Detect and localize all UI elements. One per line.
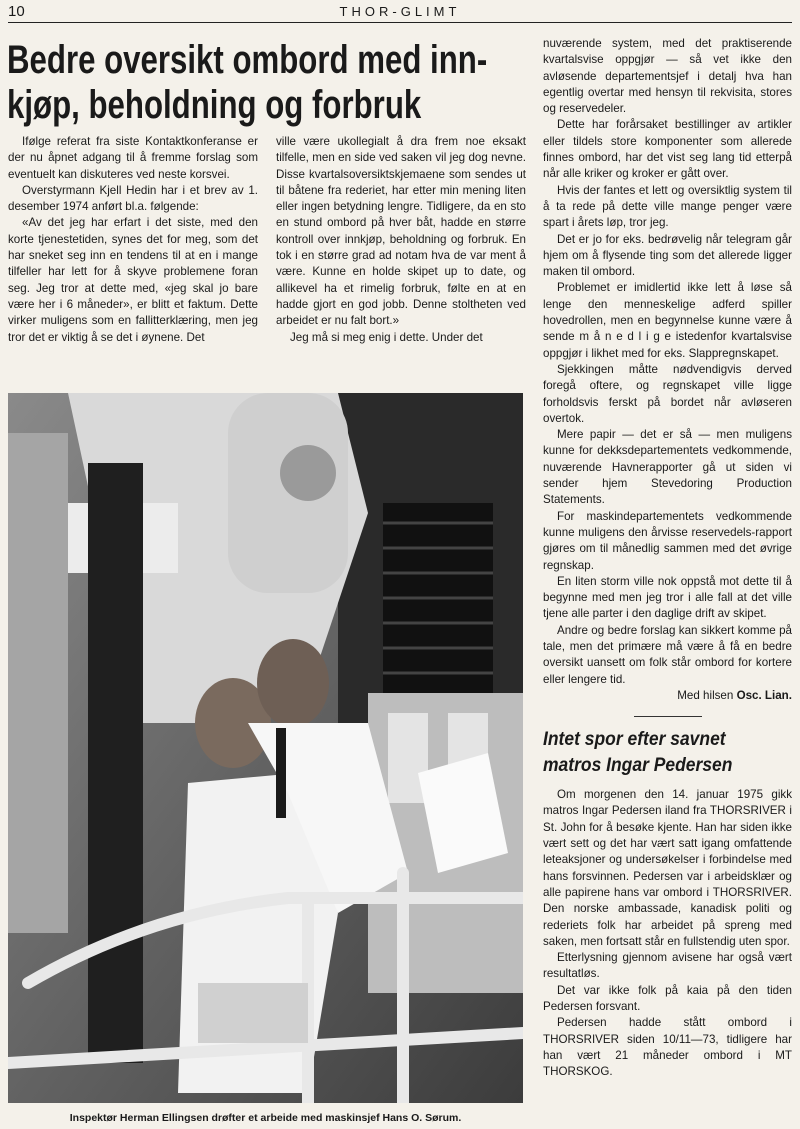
headline-line-2: matros Ingar Pedersen — [543, 755, 733, 777]
paragraph: Pedersen hadde stått ombord i THORSRIVER siden 10/11—73, tidligere har han vært 21 måneder ombord i MT THORSKOG. — [543, 1016, 792, 1079]
paragraph: For maskindepartementets vedkommende kunne muligens den årvisse reservedels-rapport gjøres om til månedlig sammen med det øvrige regnskap. — [543, 509, 792, 572]
paragraph: «Av det jeg har erfart i det siste, med den korte tjenestetiden, synes det for meg, som det har sneket seg inn en tendens til at en i mange tilfeller har lett for å skyve problemene foran seg. Jeg tror at dette med, «jeg skal jo bare være her i 6 måneder», er blitt et faktum. Dette virker muligens som en fallitterklæring, men jeg tror det er viktig å se det i øynene. Det — [8, 216, 258, 344]
paragraph: Om morgenen den 14. januar 1975 gikk matros Ingar Pedersen iland fra THORSRIVER i St. John for å besøke kjente. Han har siden ikke vært sett og det har vært satt igang omfattende leteaksjoner og undersøkelser i forbindelse med hans forsvinnen. Pedersen var i arbeidsklær og alle papirene hans var ombord i THORSRIVER. Den norske ambassade, kanadisk politi og rederiets folk har arbeidet på spreng med saken, men fortsatt står en fullstendig uten spor. — [543, 788, 792, 948]
headline-line-1: Bedre oversikt ombord med inn- — [7, 38, 488, 82]
photo-caption: Inspektør Herman Ellingsen drøfter et arbeide med maskinsjef Hans O. Sørum. — [69, 1112, 462, 1124]
article-column-2 — [276, 134, 526, 346]
paragraph: Ifølge referat fra siste Kontaktkonferanse er der nu åpnet adgang til å fremme forslag som eventuelt kan diskuteres ved neste korsvei. — [8, 135, 258, 181]
article-column-1 — [8, 134, 258, 346]
paragraph: Hvis der fantes et lett og oversiktlig system til å ta rede på dette ville mange penger være spart i årets løp, tror jeg. — [543, 183, 792, 230]
paragraph: Andre og bedre forslag kan sikkert komme på tale, men det primære må være å få en bedre oversikt uansett om folk står ombord for kortere eller lengere tid. — [543, 623, 792, 686]
headline-line-1: Intet spor efter savnet — [543, 729, 726, 751]
headline-line-2: kjøp, beholdning og forbruk — [7, 83, 422, 127]
page-header — [8, 2, 792, 23]
paragraph: Mere papir — det er så — men muligens kunne for dekksdepartementets vedkommende, nuværende Havnerapporter gå ut siden vi sender hjem Stevedoring Production Statements. — [543, 428, 792, 507]
running-title: THOR-GLIMT — [339, 4, 461, 19]
paragraph: Det var ikke folk på kaia på den tiden Pedersen forsvant. — [543, 983, 792, 1014]
article2-headline — [543, 727, 772, 779]
paragraph: Etterlysning gjennom avisene har også vært resultatløs. — [543, 951, 792, 981]
engine-room-photo — [8, 393, 523, 1103]
article-column-3 — [543, 36, 792, 1081]
paragraph: Det er jo for eks. bedrøvelig når telegram går hjem om å flysende ting som det allerede ligger maken til ombord. — [543, 232, 792, 279]
section-divider — [634, 716, 702, 717]
signature-name: Osc. Lian. — [736, 688, 792, 702]
page-number: 10 — [8, 3, 25, 20]
paragraph: Dette har forårsaket bestillinger av artikler eller tildels store komponenter som allerede finnes ombord, har det vist seg lang tid etterpå når alle kriker og kroker er gått over. — [543, 118, 792, 181]
paragraph: Sjekkingen måtte nødvendigvis derved foregå oftere, og regnskapet ville ligge forholdsvis ferskt på bordet når avløseren overtok. — [543, 362, 792, 425]
paragraph: Jeg må si meg enig i dette. Under det — [290, 330, 483, 344]
paragraph: nuværende system, med det praktiserende kvartalsvise oppgjør — så vet ikke den avløsende departementsjef i detalj hva han egentlig overtar med hensyn til rekvisita, stores og reservedeler. — [543, 37, 792, 116]
paragraph: Overstyrmann Kjell Hedin har i et brev av 1. desember 1974 anført bl.a. følgende: — [8, 183, 258, 214]
signature — [543, 688, 792, 704]
article-headline — [7, 38, 488, 128]
paragraph: ville være ukollegialt å dra frem noe eksakt tilfelle, men en side ved saken vil jeg dog nevne. Disse kvartalsoversiktskjemaene som sendes ut til båtene fra rederiet, har etter min mening liten eller ingen betydning lengre. Tidligere, da en sto en stund ombord på hver båt, hadde en større kontroll over innkjøp, beholdning og forbruk. En tok i en større grad ad notam hva de var ment å være. Kunne en holde skipet up to date, og allikevel ha et rimelig forbruk, følte en at en hadde gjort en god jobb. Denne stoltheten ved arbeidet er nu falt bort.» — [276, 135, 526, 328]
signature-prefix: Med hilsen — [677, 688, 734, 702]
paragraph: Problemet er imidlertid ikke lett å løse så lenge den menneskelige adferd spiller hovedrollen, men en begynnelse kunne være å sende m å n e d l i g e istedenfor kvartalsvise oppgjør i likhet med for eks. Slappregnskapet. — [543, 281, 792, 360]
paragraph: En liten storm ville nok oppstå mot dette til å begynne med men jeg tror i alle fall at det ville tjene alle parter i den daglige drift av skipet. — [543, 574, 792, 621]
